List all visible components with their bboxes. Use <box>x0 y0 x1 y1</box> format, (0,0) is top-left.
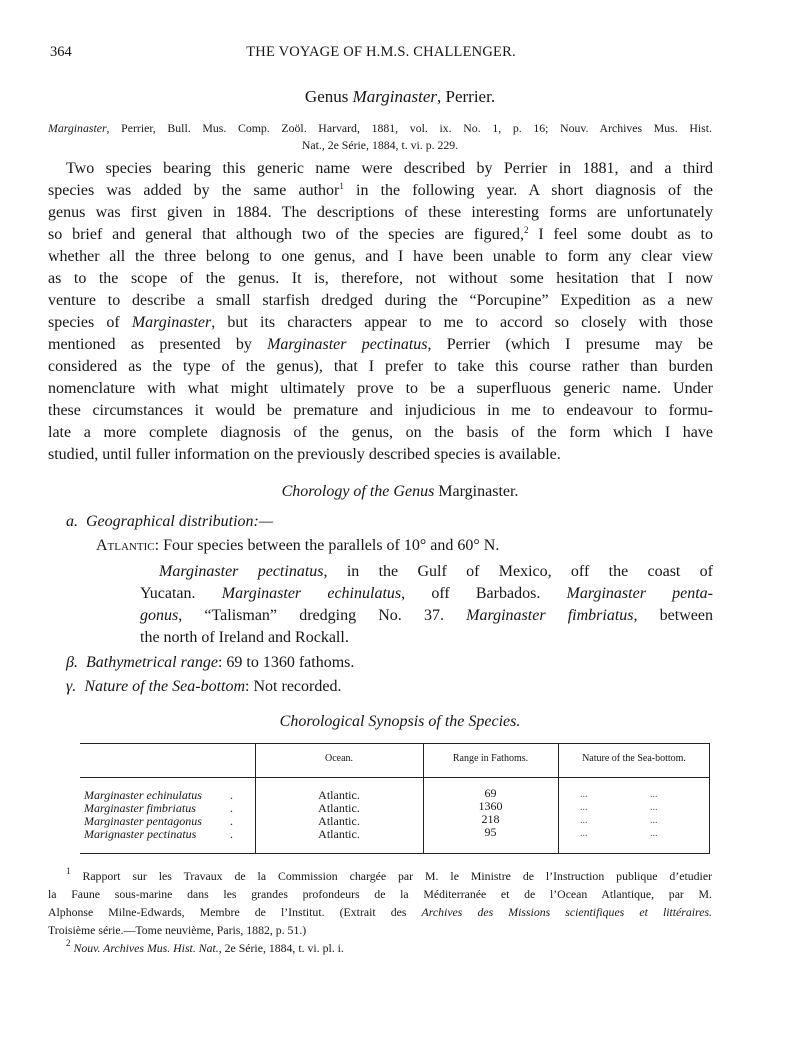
species-name: gonus <box>140 607 179 624</box>
ocean-cell: Atlantic. <box>318 827 360 841</box>
ocean-cell: Atlantic. <box>318 788 360 802</box>
range-cell: 95 <box>484 825 497 839</box>
footnote-1-line: la Faune sous-marine dans les grandes profondeurs de la Méditerranée et de l’Ocean Atlantique, par M. <box>48 887 712 901</box>
synopsis-title <box>0 713 800 731</box>
paragraph-line <box>48 158 713 180</box>
page-number: 364 <box>50 44 72 60</box>
table-header-rule <box>80 777 710 778</box>
header-ocean: Ocean. <box>324 753 354 764</box>
header-range: Range in Fathoms. <box>452 753 529 764</box>
paragraph-line <box>48 290 713 312</box>
italic-title: Archives des Missions scientifiques et littéraires. <box>421 905 712 919</box>
separator: : <box>154 537 164 554</box>
table-top-rule <box>80 743 710 744</box>
sea-bottom-cell: ... <box>580 789 588 800</box>
species-name: Marginaster penta- <box>566 585 713 602</box>
text: , Perrier (which I presume may be <box>427 336 714 353</box>
synopsis-title-text: Chorological Synopsis of the Species. <box>279 713 521 730</box>
text: late a more complete diagnosis of the genus, on the basis of the form which I have <box>48 424 713 441</box>
text: , 2e Série, 1884, t. vi. pl. i. <box>218 941 344 955</box>
leader-dot: . <box>230 827 233 841</box>
atlantic-label: Atlantic <box>96 537 155 554</box>
text: whether all the three belong to one genus, and I have been unable to form any clear view <box>48 248 713 265</box>
italic-title: Nouv. Archives Mus. Hist. Nat. <box>70 941 219 955</box>
paragraph-line <box>48 356 713 378</box>
ocean-cell: Atlantic. <box>318 801 360 815</box>
leader-dot: . <box>230 801 233 815</box>
species-name: Marginaster fimbriatus <box>466 607 634 624</box>
paragraph-line <box>48 422 713 444</box>
synonymy-line-1-text: , Perrier, Bull. Mus. Comp. Zoöl. Harvard, 1881, vol. ix. No. 1, p. 16; Nouv. Archives Mus. Hist. <box>106 121 712 135</box>
species-cell: Marginaster echinulatus <box>84 788 202 802</box>
locality-line <box>140 583 713 605</box>
text: these circumstances it would be premature and injudicious in me to endeavour to formu- <box>48 402 713 419</box>
table-bottom-rule <box>80 853 710 854</box>
chorology-heading-italic: Chorology of the Genus <box>281 483 439 500</box>
text: species was added by the same author <box>48 182 340 199</box>
text: genus was first given in 1884. The descriptions of these interesting forms are unfortunately <box>48 204 713 221</box>
range-cell: 69 <box>484 786 497 800</box>
footnote-ref-2[interactable]: 2 <box>523 225 529 235</box>
beta-text: 69 to 1360 fathoms. <box>226 654 355 671</box>
range-cell: 1360 <box>478 799 503 813</box>
footnote-1-line: Troisième série.—Tome neuvième, Paris, 1882, p. 51.) <box>48 923 307 937</box>
text: Rapport sur les Travaux de la Commission chargée par M. le Ministre de l’Instruction publique d’etudier <box>70 869 712 883</box>
sea-bottom-cell: ... <box>650 789 658 800</box>
italic-species: Marginaster pectinatus <box>267 336 428 353</box>
separator: : <box>217 654 227 671</box>
paragraph-line <box>48 334 713 356</box>
range-cell: 218 <box>481 812 500 826</box>
leader-dot: . <box>230 814 233 828</box>
footnote-1-line <box>48 867 712 885</box>
footnote-1-mark: 1 <box>66 866 71 876</box>
paragraph-line <box>48 224 713 246</box>
gamma-marker: γ. <box>66 678 77 695</box>
paragraph-line <box>48 180 713 202</box>
locality-line: the north of Ireland and Rockall. <box>140 629 349 646</box>
footnote-ref-1[interactable]: 1 <box>339 181 344 191</box>
ocean-cell: Atlantic. <box>318 814 360 828</box>
separator: : <box>245 678 254 695</box>
text: mentioned as presented by <box>48 336 268 353</box>
alpha-label: Geographical distribution:— <box>86 513 274 530</box>
paragraph-line <box>48 378 713 400</box>
synonymy-line-2: Nat., 2e Série, 1884, t. vi. p. 229. <box>301 138 459 152</box>
genus-heading-prefix: Genus <box>304 87 353 106</box>
text: I feel some doubt as to <box>528 226 714 243</box>
sea-bottom-nature <box>66 678 341 696</box>
sea-bottom-cell: ... <box>580 802 588 813</box>
chorology-heading <box>0 483 800 501</box>
header-sea-bottom: Nature of the Sea-bottom. <box>582 753 686 764</box>
species-cell: Marignaster pectinatus <box>84 827 197 841</box>
italic-genus: Marginaster <box>131 314 212 331</box>
species-cell: Marginaster fimbriatus <box>84 801 196 815</box>
genus-heading-name: Marginaster <box>352 87 437 106</box>
running-title: THE VOYAGE OF H.M.S. CHALLENGER. <box>246 44 516 60</box>
text: considered as the type of the genus), that I prefer to take this course rather than burden <box>48 358 713 375</box>
atlantic-distribution <box>96 537 499 555</box>
gamma-text: Not recorded. <box>253 678 342 695</box>
sea-bottom-cell: ... <box>650 828 658 839</box>
sea-bottom-cell: ... <box>650 802 658 813</box>
text: studied, until fuller information on the previously described species is available. <box>48 446 561 463</box>
text: in the following year. A short diagnosis of the <box>343 182 714 199</box>
footnotes <box>48 867 712 957</box>
paragraph-line <box>48 202 713 224</box>
text: , between <box>633 607 713 624</box>
text: , “Talisman” dredging No. 37. <box>178 607 467 624</box>
species-name: Marginaster pectinatus <box>159 563 324 580</box>
geographical-distribution-heading <box>66 513 273 531</box>
beta-marker: β. <box>66 654 78 671</box>
text: Alphonse Milne-Edwards, Membre de l’Institut. (Extrait des <box>48 905 422 919</box>
table-column-divider <box>709 743 710 853</box>
paragraph-line <box>48 312 713 334</box>
text: species of <box>48 314 132 331</box>
atlantic-text: Four species between the parallels of 10° and 60° N. <box>163 537 500 554</box>
text: Yucatan. <box>140 585 222 602</box>
paragraph-line <box>48 268 713 290</box>
synonymy-line-1 <box>48 120 712 137</box>
species-cell: Marginaster pentagonus <box>84 814 202 828</box>
genus-heading-suffix: , Perrier. <box>437 87 496 106</box>
paragraph-line <box>48 444 713 466</box>
leader-dot: . <box>230 788 233 802</box>
locality-line <box>140 605 713 627</box>
footnote-1-line <box>48 903 712 921</box>
text: so brief and general that although two of the species are figured, <box>48 226 524 243</box>
genus-heading <box>0 87 800 107</box>
text: as to the scope of the genus. It is, therefore, not without some hesitation that I now <box>48 270 713 287</box>
text: , off Barbados. <box>401 585 567 602</box>
footnote-2-mark: 2 <box>66 938 71 948</box>
text: Two species bearing this generic name were described by Perrier in 1881, and a third <box>66 160 713 177</box>
footnote-2-line <box>48 939 712 957</box>
body-paragraph <box>48 158 713 466</box>
gamma-label: Nature of the Sea-bottom <box>84 678 246 695</box>
text: nomenclature with what might ultimately prove to be a superfluous generic name. Under <box>48 380 713 397</box>
paragraph-line <box>48 400 713 422</box>
text: , in the Gulf of Mexico, off the coast of <box>323 563 714 580</box>
sea-bottom-cell: ... <box>650 815 658 826</box>
running-head <box>50 44 712 66</box>
paragraph-line <box>48 246 713 268</box>
alpha-marker: a. <box>66 513 78 530</box>
species-name: Marginaster echinulatus <box>221 585 402 602</box>
synonymy-genus: Marginaster <box>48 121 107 135</box>
chorology-heading-genus: Marginaster. <box>438 483 519 500</box>
sea-bottom-cell: ... <box>580 815 588 826</box>
text: venture to describe a small starfish dredged during the “Porcupine” Expedition as a new <box>48 292 713 309</box>
bathymetrical-range <box>66 654 354 672</box>
sea-bottom-cell: ... <box>580 828 588 839</box>
synonymy-citation <box>48 120 712 154</box>
locality-line <box>140 561 713 583</box>
species-localities <box>140 561 713 649</box>
text: , but its characters appear to me to accord so closely with those <box>211 314 713 331</box>
beta-label: Bathymetrical range <box>85 654 218 671</box>
synopsis-table <box>80 743 710 855</box>
